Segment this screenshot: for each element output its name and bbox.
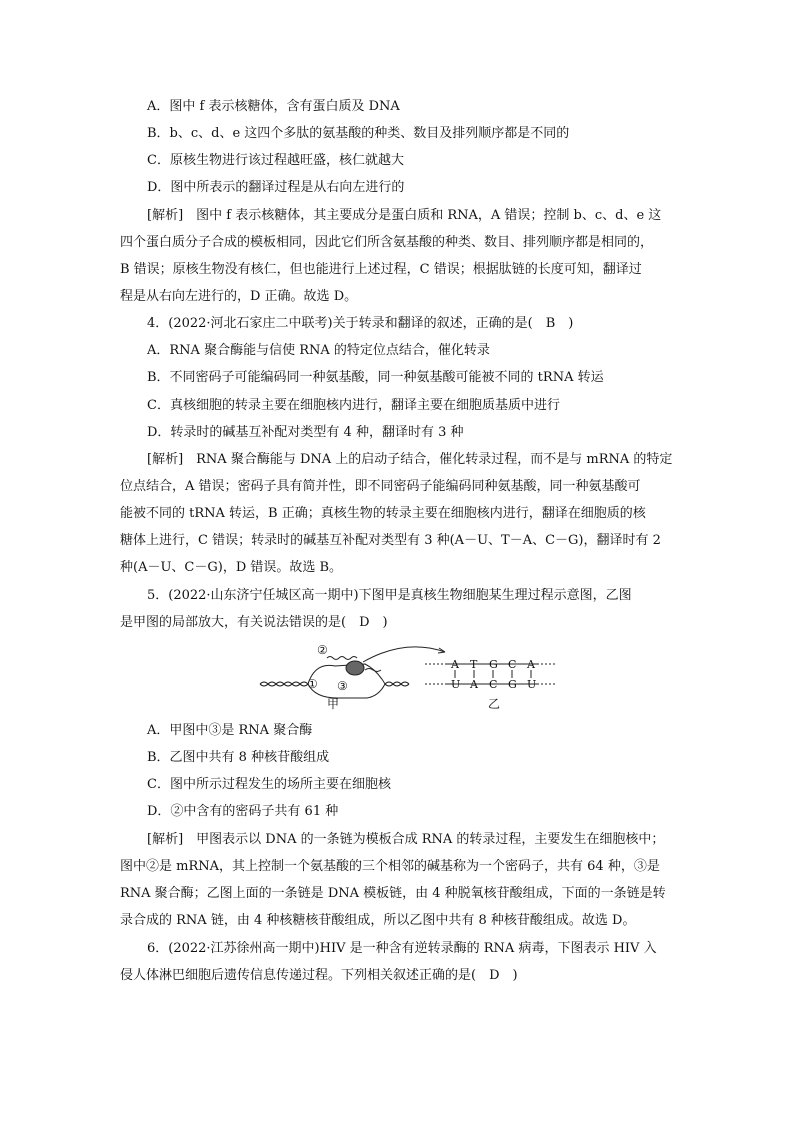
caption-yi: 乙 [488, 697, 501, 710]
question-5-line1: 5．(2022·山东济宁任城区高一期中)下图甲是真核生物细胞某生理过程示意图，乙图 [147, 588, 632, 603]
bottom-base-1: U [451, 678, 461, 691]
top-base-4: C [508, 658, 517, 671]
label-1: ① [307, 677, 318, 691]
explanation-q3-line3: B 错误；原核生物没有核仁，但也能进行上述过程，C 错误；根据肽链的长度可知，翻译过 [120, 262, 642, 277]
bottom-base-2: A [470, 678, 478, 691]
option-c-q3: C．原核生物进行该过程越旺盛，核仁就越大 [147, 153, 404, 168]
question-6-line2: 侵人体淋巴细胞后遗传信息传递过程。下列相关叙述正确的是( D ) [120, 968, 518, 983]
explanation-q5-line3: RNA 聚合酶；乙图上面的一条链是 DNA 模板链，由 4 种脱氧核苷酸组成，下面的一条链是转 [120, 886, 666, 901]
explanation-q3-line1: [解析] 图中 f 表示核糖体，其主要成分是蛋白质和 RNA，A 错误；控制 b、c、d、e 这 [147, 208, 662, 223]
label-2: ② [317, 643, 328, 657]
option-d-q4: D．转录时的碱基互补配对类型有 4 种，翻译时有 3 种 [147, 425, 464, 440]
explanation-q5-line4: 录合成的 RNA 链，由 4 种核糖核苷酸组成，所以乙图中共有 8 种核苷酸组成。故选 D。 [120, 913, 636, 928]
top-base-1: A [451, 658, 459, 671]
explanation-q4-line3: 能被不同的 tRNA 转运，B 正确；真核生物的转录主要在细胞核内进行，翻译在细胞质的核 [120, 506, 646, 521]
rna-polymerase-shape [346, 661, 364, 675]
top-base-5: A [527, 658, 535, 671]
mrna-strand [327, 657, 357, 660]
option-a-q5: A．甲图中③是 RNA 聚合酶 [147, 723, 313, 738]
question-5-line2: 是甲图的局部放大，有关说法错误的是( D ) [120, 615, 388, 630]
option-b-q4: B．不同密码子可能编码同一种氨基酸，同一种氨基酸可能被不同的 tRNA 转运 [147, 370, 604, 385]
transcription-figure [255, 640, 565, 710]
base-pair-panel [425, 658, 557, 691]
dna-double-helix [260, 664, 409, 698]
option-c-q4: C．真核细胞的转录主要在细胞核内进行，翻译主要在细胞质基质中进行 [147, 398, 560, 413]
explanation-q4-line4: 糖体上进行，C 错误；转录时的碱基互补配对类型有 3 种(A－U、T－A、C－G)，翻译时有 2 [120, 533, 661, 548]
explanation-q4-line1: [解析] RNA 聚合酶能与 DNA 上的启动子结合，催化转录过程，而不是与 mRNA 的特定 [147, 452, 673, 467]
question-4: 4．(2022·河北石家庄二中联考)关于转录和翻译的叙述，正确的是( B ) [147, 316, 574, 331]
explanation-q3-line2: 四个蛋白质分子合成的模板相同，因此它们所含氨基酸的种类、数目、排列顺序都是相同的， [120, 235, 654, 250]
top-base-2: T [470, 658, 478, 671]
caption-jia: 甲 [327, 697, 340, 710]
explanation-q3-line4: 程是从右向左进行的，D 正确。故选 D。 [120, 289, 358, 304]
label-3: ③ [337, 679, 348, 693]
explanation-q4-line2: 位点结合，A 错误；密码子具有简并性，即不同密码子能编码同种氨基酸，同一种氨基酸可 [120, 479, 641, 494]
option-d-q3: D．图中所表示的翻译过程是从右向左进行的 [147, 180, 405, 195]
explanation-q5-line1: [解析] 甲图表示以 DNA 的一条链为模板合成 RNA 的转录过程，主要发生在细胞核中； [147, 832, 665, 847]
question-6-line1: 6．(2022·江苏徐州高一期中)HIV 是一种含有逆转录酶的 RNA 病毒，下图表示 HIV 入 [147, 941, 657, 956]
bottom-base-3: C [489, 678, 498, 691]
bottom-base-4: G [508, 678, 517, 691]
option-d-q5: D．②中含有的密码子共有 61 种 [147, 804, 339, 819]
option-a-q3: A．图中 f 表示核糖体，含有蛋白质及 DNA [147, 99, 400, 114]
explanation-q4-line5: 种(A－U、C－G)，D 错误。故选 B。 [120, 560, 343, 575]
explanation-q5-line2: 图中②是 mRNA，其上控制一个氨基酸的三个相邻的碱基称为一个密码子，共有 64 种，③是 [120, 859, 660, 874]
top-base-3: G [489, 658, 498, 671]
option-b-q3: B．b、c、d、e 这四个多肽的氨基酸的种类、数目及排列顺序都是不同的 [147, 126, 570, 141]
option-b-q5: B．乙图中共有 8 种核苷酸组成 [147, 750, 330, 765]
option-c-q5: C．图中所示过程发生的场所主要在细胞核 [147, 777, 391, 792]
option-a-q4: A．RNA 聚合酶能与信使 RNA 的特定位点结合，催化转录 [147, 343, 490, 358]
arrow [363, 647, 445, 662]
bottom-base-5: U [527, 678, 537, 691]
